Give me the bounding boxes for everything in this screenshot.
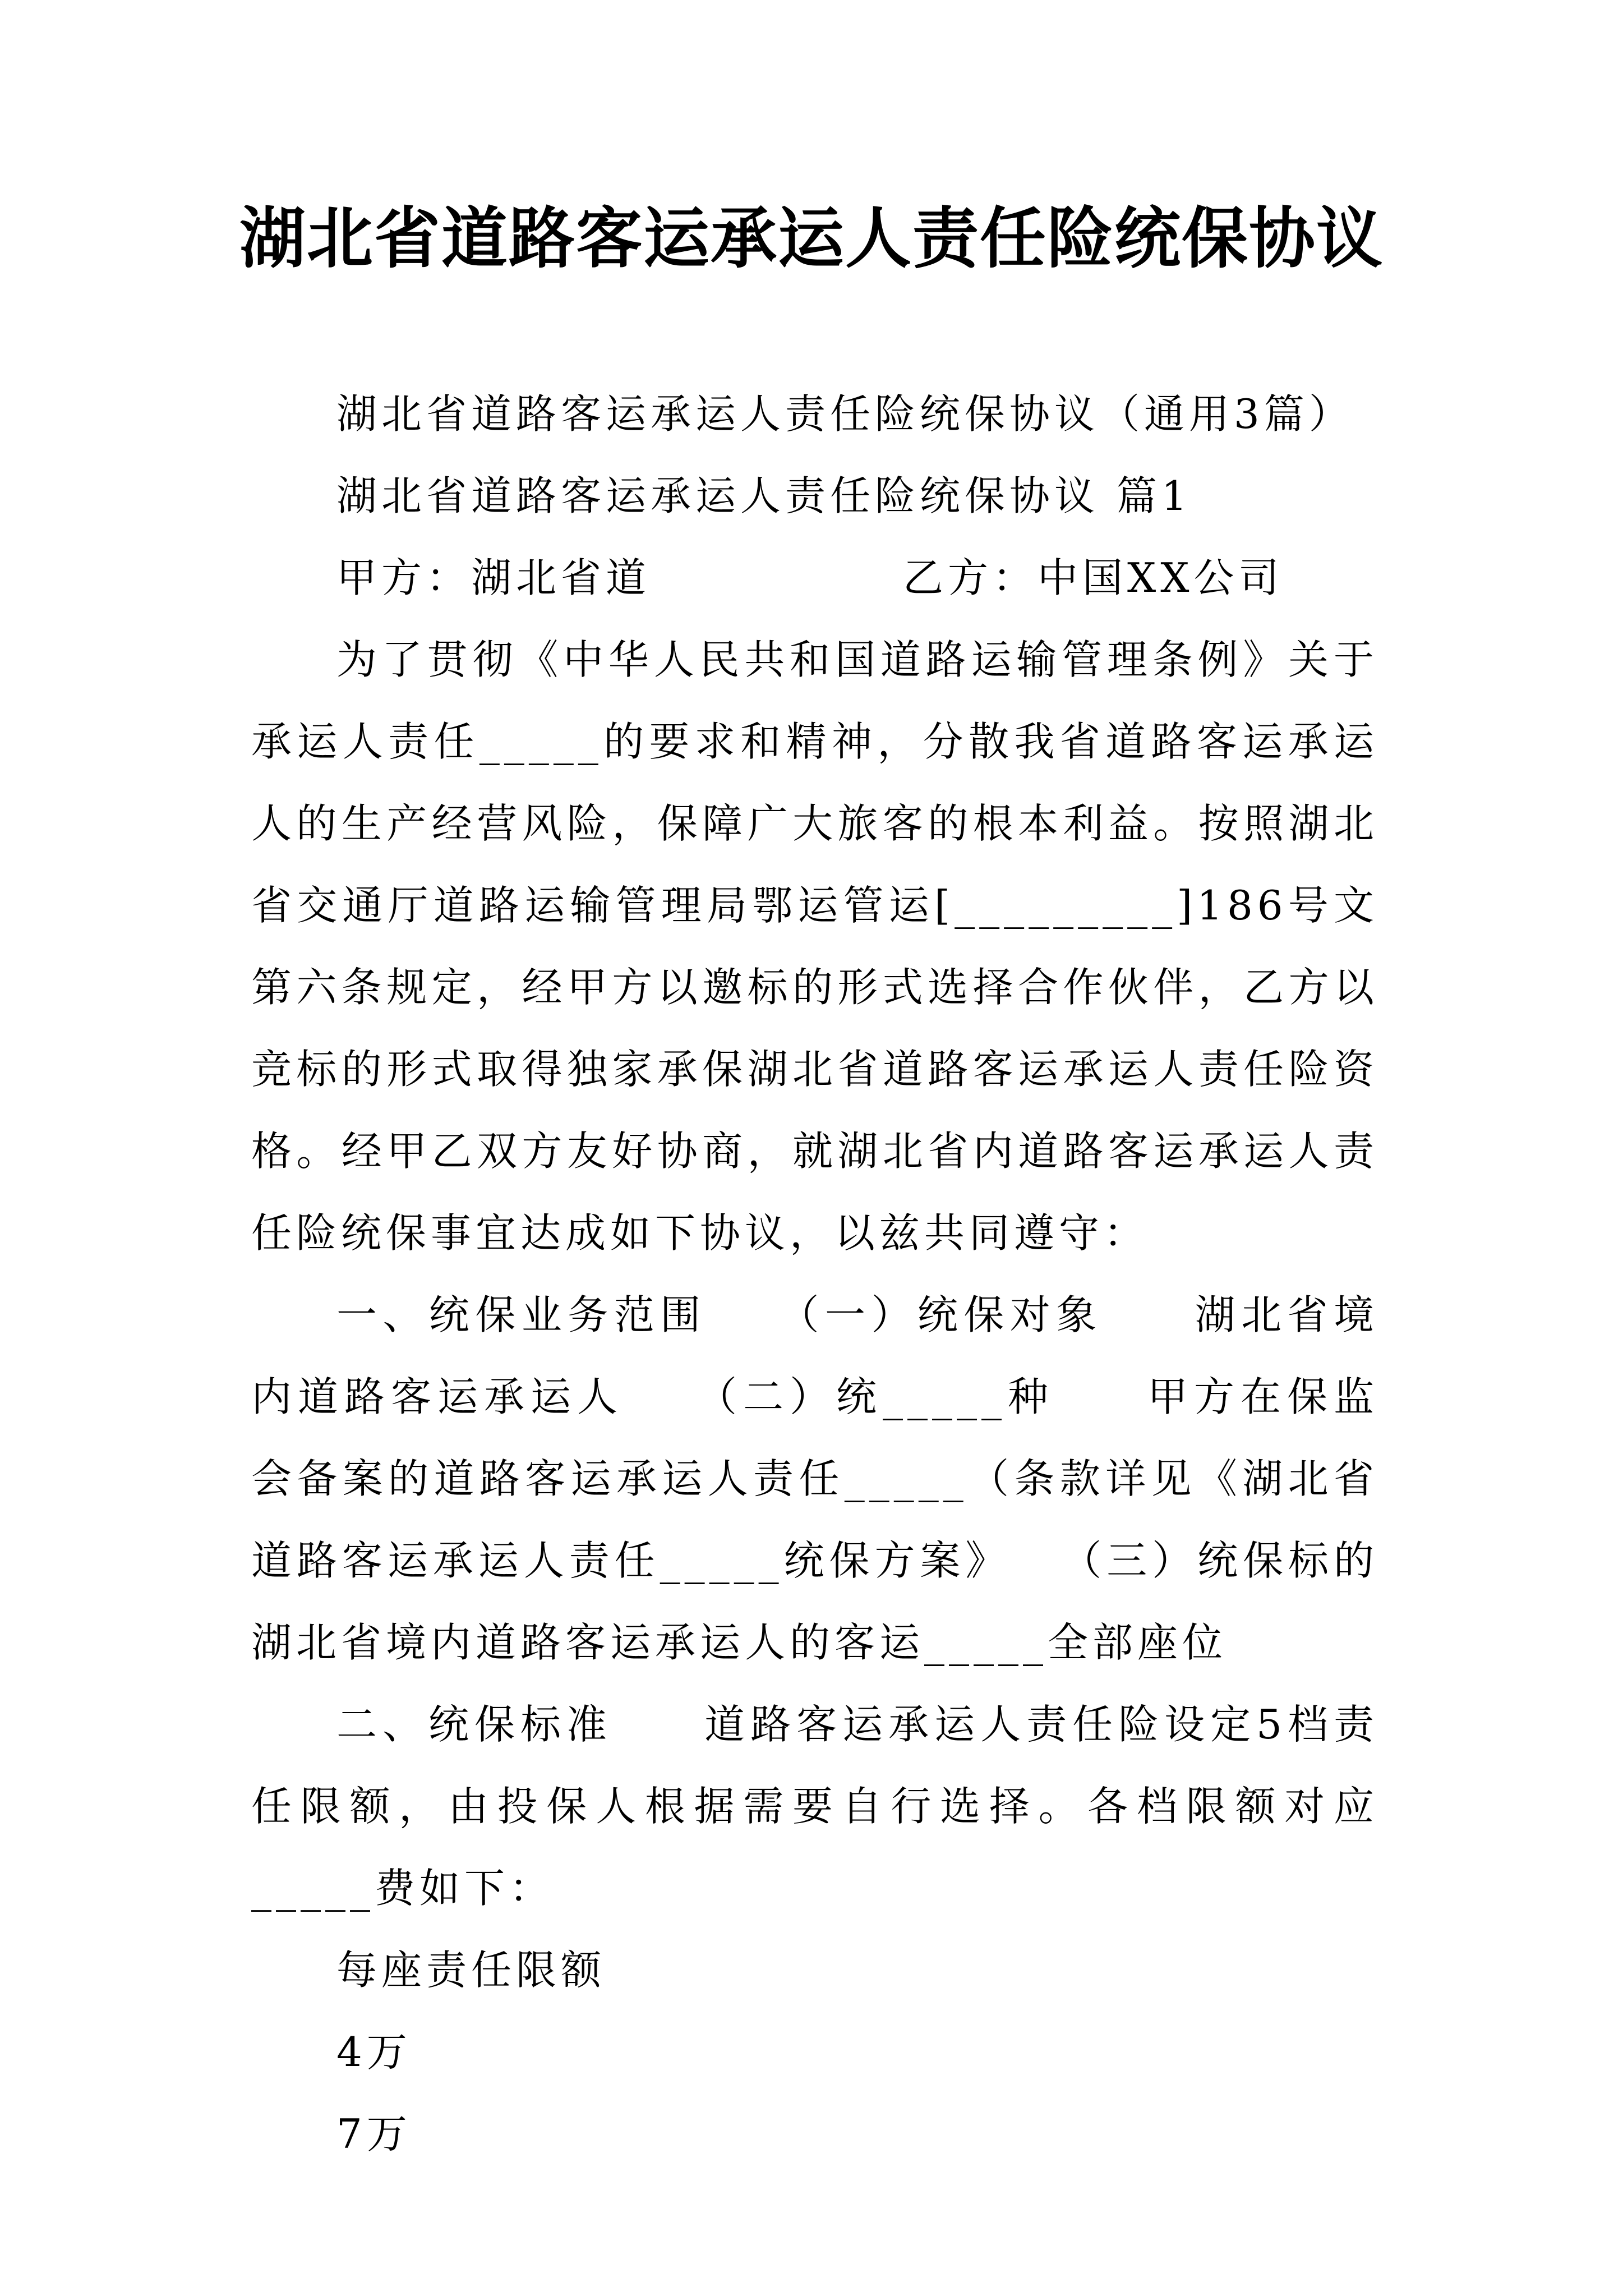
party-b: 乙方：中国XX公司	[903, 554, 1284, 601]
section-heading: 湖北省道路客运承运人责任险统保协议 篇1	[336, 472, 1192, 519]
limit-header: 每座责任限额	[336, 1947, 606, 1994]
limit-value-1: 4万	[336, 2028, 412, 2076]
standard-paragraph: 二、统保标准 道路客运承运人责任险设定5档责任限额，由投保人根据需要自行选择。各档限额对应_____费如下：	[251, 1701, 1378, 1912]
preamble-paragraph: 为了贯彻《中华人民共和国道路运输管理条例》关于承运人责任_____的要求和精神，分散我省道路客运承运人的生产经营风险，保障广大旅客的根本利益。按照湖北省交通厅道路运输管理局鄂运管运[_________]186号文第六条规定，经甲方以邀标的形式选择合作伙伴，乙方以竞标的形式取得独家承保湖北省道路客运承运人责任险资格。经甲乙双方友好协商，就湖北省内道路客运承运人责任险统保事宜达成如下协议，以兹共同遵守：	[251, 636, 1378, 1257]
scope-paragraph: 一、统保业务范围 （一）统保对象 湖北省境内道路客运承运人 （二）统_____种 甲方在保监会备案的道路客运承运人责任_____（条款详见《湖北省道路客运承运人责任_____统保方案》 （三）统保标的 湖北省境内道路客运承运人的客运_____全部座位	[251, 1291, 1469, 1666]
document-title: 湖北省道路客运承运人责任险统保协议	[239, 200, 1384, 277]
limit-value-2: 7万	[336, 2110, 412, 2157]
parties-line	[251, 537, 1378, 619]
document-body	[251, 373, 1469, 2175]
party-a: 甲方：湖北省道	[336, 554, 651, 601]
document-subtitle: 湖北省道路客运承运人责任险统保协议（通用3篇）	[336, 390, 1354, 438]
